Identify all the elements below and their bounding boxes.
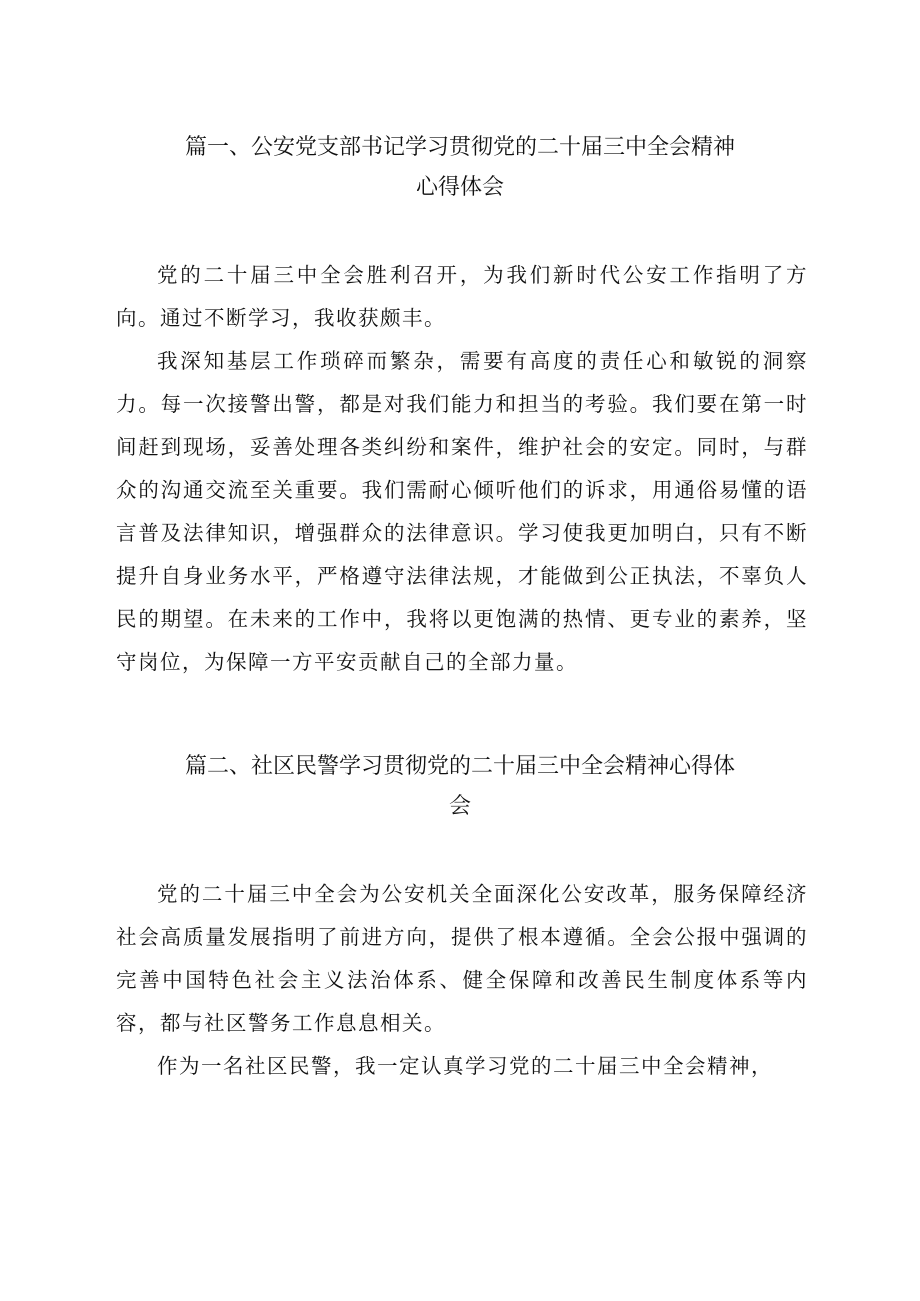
section-1-body bbox=[116, 254, 808, 684]
section-2-title bbox=[140, 747, 780, 827]
section-2-paragraph-1: 党的二十届三中全会为公安机关全面深化公安改革，服务保障经济社会高质量发展指明了前进方向，提供了根本遵循。全会公报中强调的完善中国特色社会主义法治体系、健全保障和改善民生制度体系等内容，都与社区警务工作息息相关。 bbox=[116, 882, 808, 1035]
section-1-title bbox=[140, 128, 780, 208]
section-1-paragraph-2: 我深知基层工作琐碎而繁杂，需要有高度的责任心和敏锐的洞察力。每一次接警出警，都是对我们能力和担当的考验。我们要在第一时间赶到现场，妥善处理各类纠纷和案件，维护社会的安定。同时，与群众的沟通交流至关重要。我们需耐心倾听他们的诉求，用通俗易懂的语言普及法律知识，增强群众的法律意识。学习使我更加明白，只有不断提升自身业务水平，严格遵守法律法规，才能做到公正执法，不辜负人民的期望。在未来的工作中，我将以更饱满的热情、更专业的素养，坚守岗位，为保障一方平安贡献自己的全部力量。 bbox=[116, 349, 808, 674]
section-1-title-line-2: 心得体会 bbox=[415, 175, 504, 200]
section-2-paragraph-2: 作为一名社区民警，我一定认真学习党的二十届三中全会精神， bbox=[157, 1054, 773, 1078]
section-1-paragraph-1: 党的二十届三中全会胜利召开，为我们新时代公安工作指明了方向。通过不断学习，我收获颇丰。 bbox=[116, 263, 808, 330]
section-2-title-line-1: 篇二、社区民警学习贯彻党的二十届三中全会精神心得体 bbox=[184, 754, 735, 779]
section-1-title-line-1: 篇一、公安党支部书记学习贯彻党的二十届三中全会精神 bbox=[184, 135, 735, 160]
section-2-body bbox=[116, 873, 808, 1088]
section-2-title-line-2: 会 bbox=[448, 794, 471, 819]
